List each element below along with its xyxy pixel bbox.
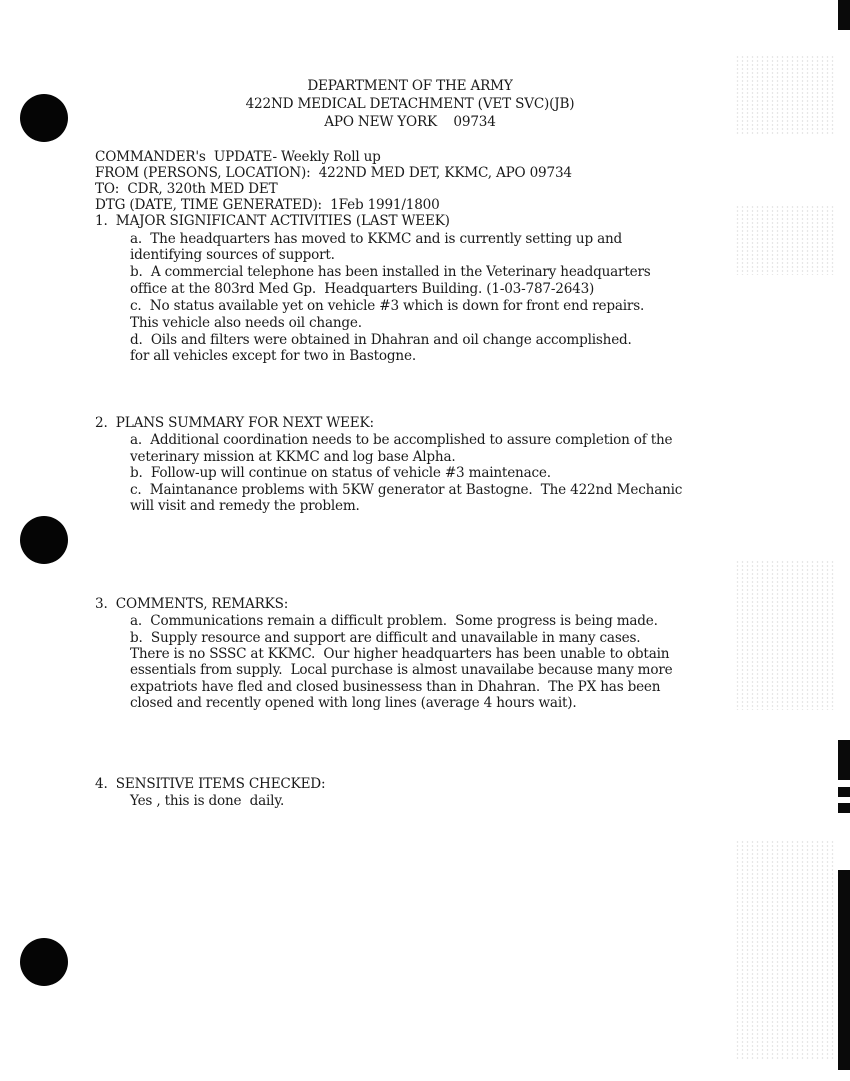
scan-noise <box>735 560 835 710</box>
scan-edge-tick <box>838 787 850 797</box>
section-2-line: c. Maintanance problems with 5KW generator at Bastogne. The 422nd Mechanic <box>130 482 683 498</box>
scan-edge-mark <box>838 740 850 780</box>
section-2-line: b. Follow-up will continue on status of vehicle #3 maintenace. <box>130 465 551 481</box>
to-line: TO: CDR, 320th MED DET <box>95 181 278 197</box>
header-dept: DEPARTMENT OF THE ARMY <box>307 78 513 94</box>
section-1-line: This vehicle also needs oil change. <box>130 315 362 331</box>
scan-noise <box>735 840 835 1060</box>
header-address: APO NEW YORK 09734 <box>324 114 496 130</box>
section-2-heading: 2. PLANS SUMMARY FOR NEXT WEEK: <box>95 415 374 431</box>
scan-edge-tick <box>838 803 850 813</box>
section-4-heading: 4. SENSITIVE ITEMS CHECKED: <box>95 776 326 792</box>
subject-line: COMMANDER's UPDATE- Weekly Roll up <box>95 149 381 165</box>
section-1-line: identifying sources of support. <box>130 247 335 263</box>
from-line: FROM (PERSONS, LOCATION): 422ND MED DET, KKMC, APO 09734 <box>95 165 572 181</box>
scan-edge-top <box>838 0 850 30</box>
section-2-line: will visit and remedy the problem. <box>130 498 360 514</box>
punch-hole-bottom <box>20 938 68 986</box>
punch-hole-middle <box>20 516 68 564</box>
section-1-line: office at the 803rd Med Gp. Headquarters Building. (1-03-787-2643) <box>130 281 595 297</box>
section-3-line: expatriots have fled and closed businessess than in Dhahran. The PX has been <box>130 679 661 695</box>
section-3-line: closed and recently opened with long lines (average 4 hours wait). <box>130 695 577 711</box>
section-1-line: a. The headquarters has moved to KKMC and is currently setting up and <box>130 231 623 247</box>
section-4-line: Yes , this is done daily. <box>130 793 285 809</box>
section-3-heading: 3. COMMENTS, REMARKS: <box>95 596 289 612</box>
header-unit: 422ND MEDICAL DETACHMENT (VET SVC)(JB) <box>245 96 575 112</box>
section-3-line: a. Communications remain a difficult problem. Some progress is being made. <box>130 613 658 629</box>
scan-edge-bottom <box>838 870 850 1070</box>
section-3-line: b. Supply resource and support are difficult and unavailable in many cases. <box>130 630 641 646</box>
section-1-line: c. No status available yet on vehicle #3 which is down for front end repairs. <box>130 298 645 314</box>
scan-noise <box>735 205 835 275</box>
section-1-line: d. Oils and filters were obtained in Dhahran and oil change accomplished. <box>130 332 632 348</box>
section-1-line: b. A commercial telephone has been installed in the Veterinary headquarters <box>130 264 651 280</box>
dtg-line: DTG (DATE, TIME GENERATED): 1Feb 1991/1800 <box>95 197 440 213</box>
section-1-heading: 1. MAJOR SIGNIFICANT ACTIVITIES (LAST WEEK) <box>95 213 450 229</box>
section-2-line: a. Additional coordination needs to be accomplished to assure completion of the <box>130 432 673 448</box>
section-3-line: There is no SSSC at KKMC. Our higher headquarters has been unable to obtain <box>130 646 670 662</box>
section-3-line: essentials from supply. Local purchase is almost unavailabe because many more <box>130 662 673 678</box>
section-2-line: veterinary mission at KKMC and log base Alpha. <box>130 449 456 465</box>
section-1-line: for all vehicles except for two in Bastogne. <box>130 348 416 364</box>
